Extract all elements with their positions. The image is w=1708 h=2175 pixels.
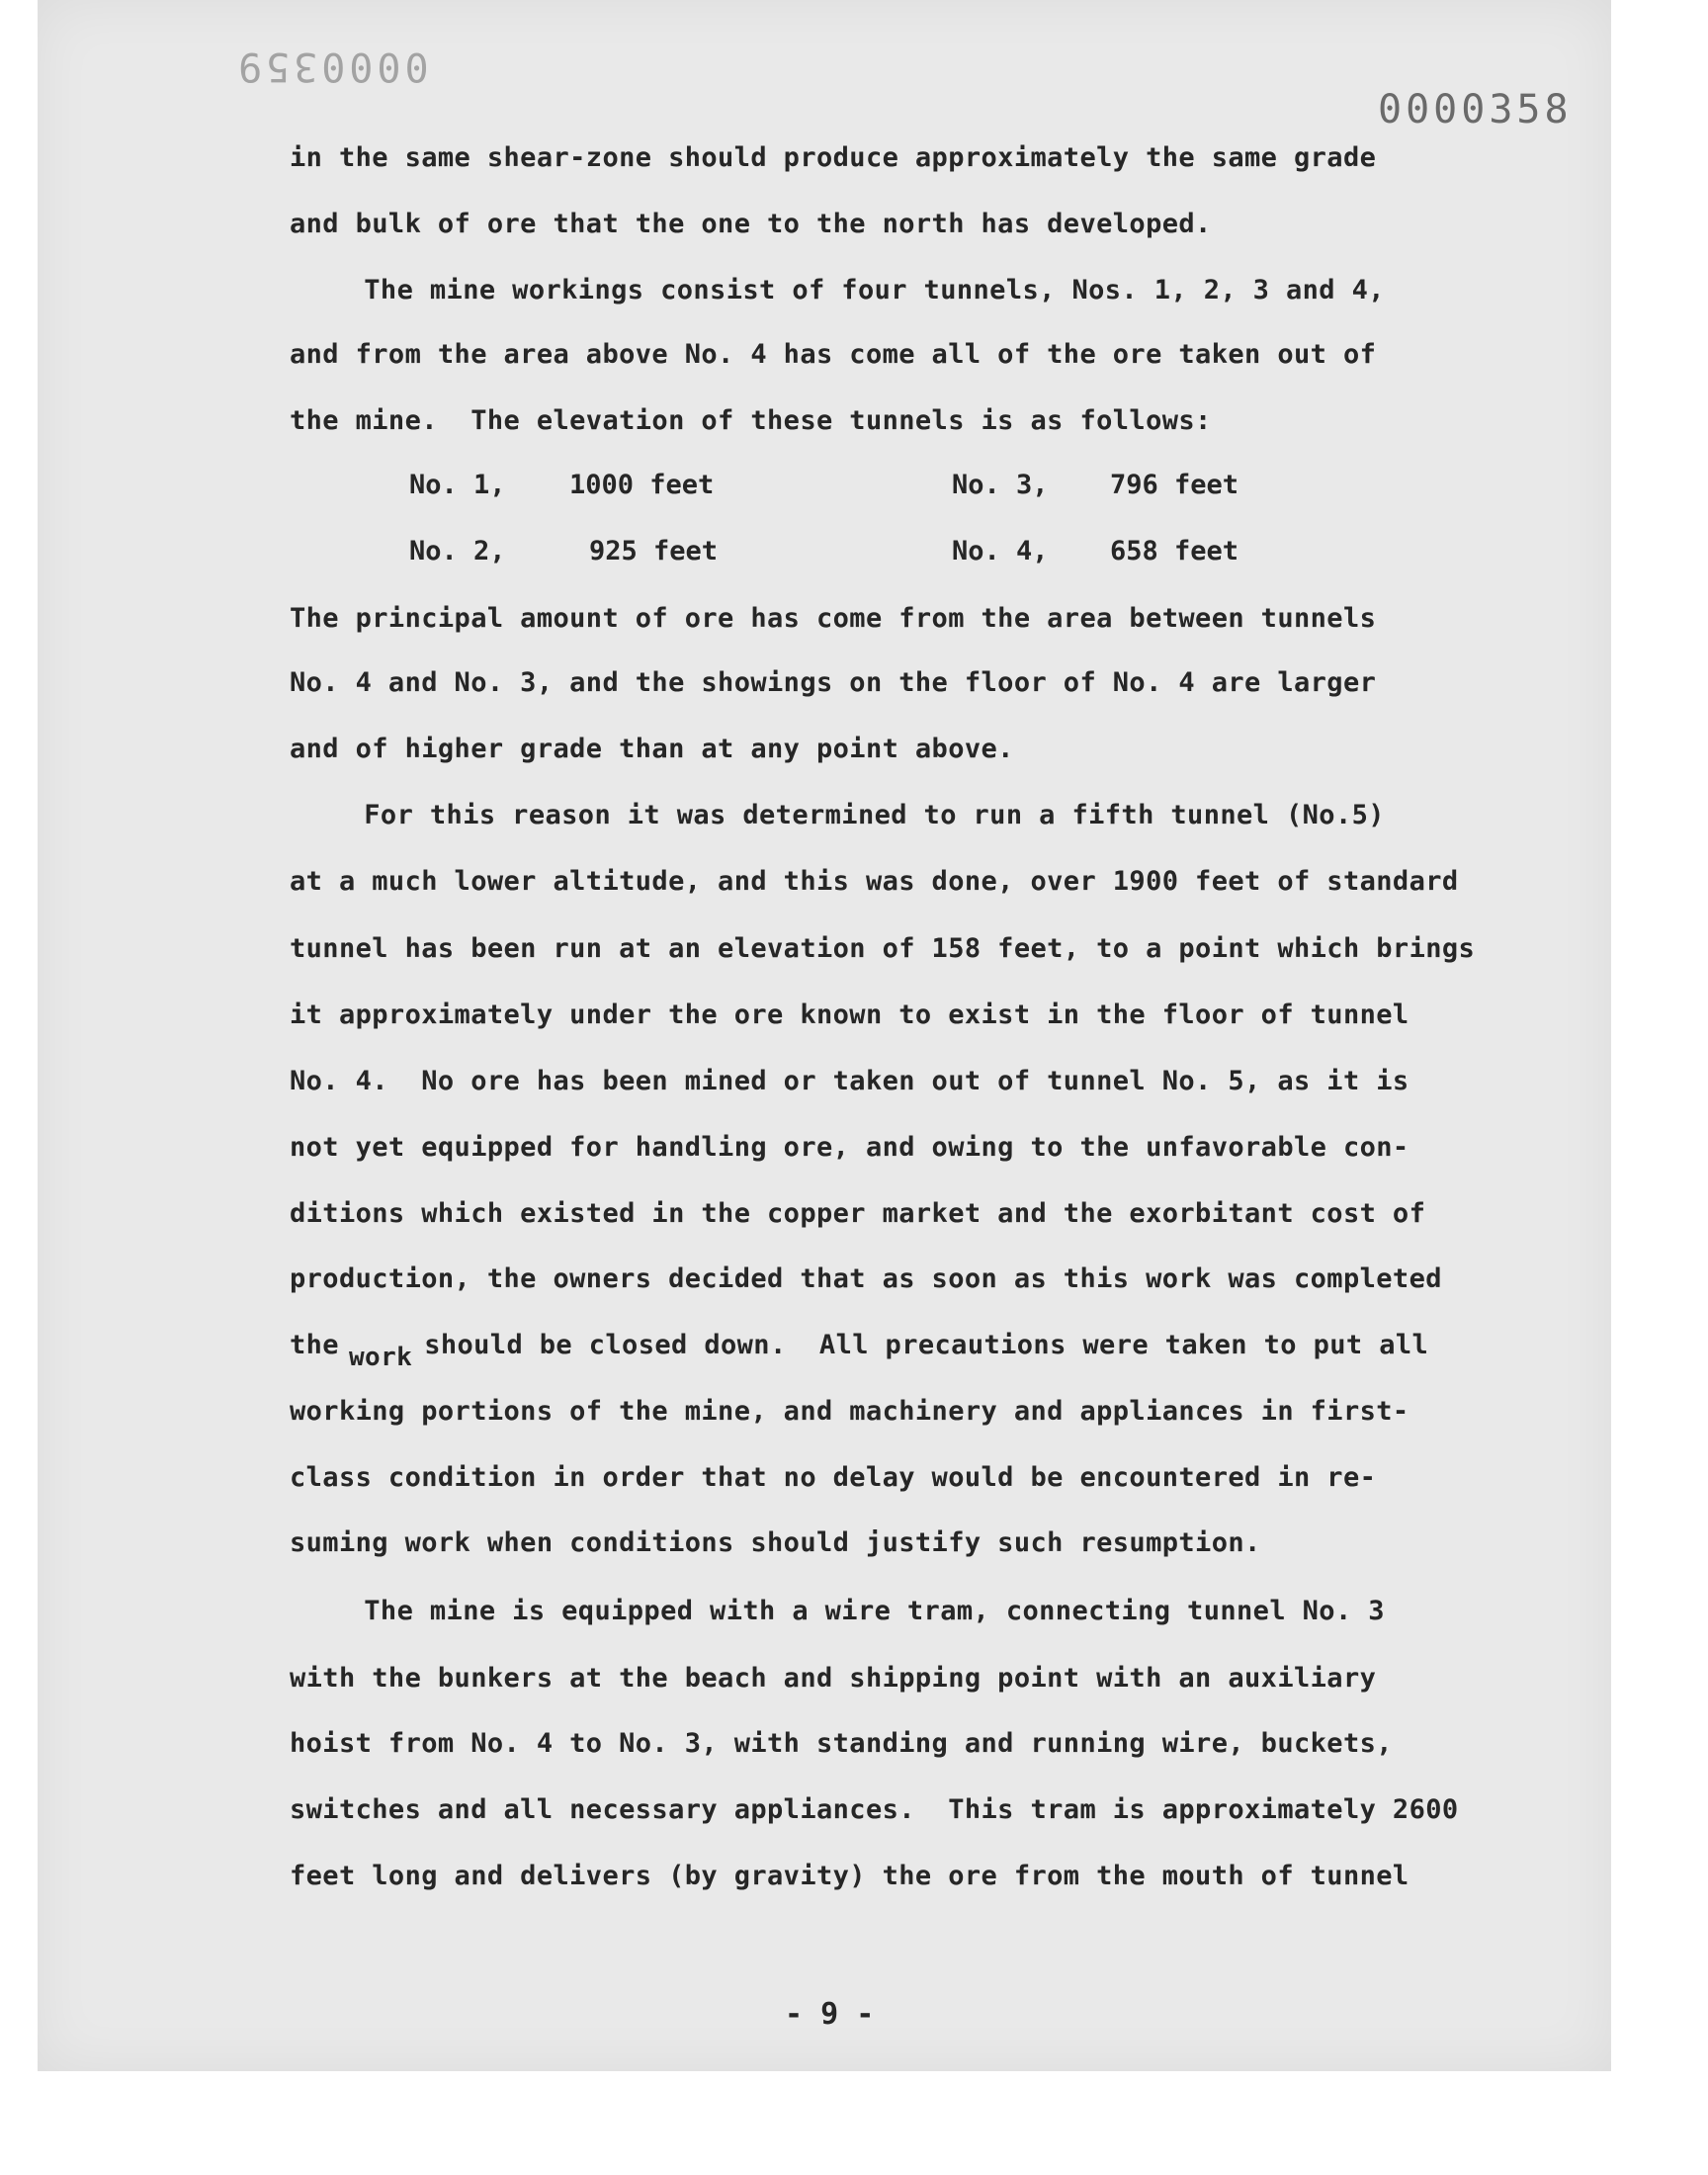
tunnel-label: No. 1,: [409, 470, 506, 500]
bates-stamp-mirrored: 0000359: [234, 44, 429, 89]
text-line: in the same shear-zone should produce approximately the same grade: [290, 142, 1377, 173]
text-line: and bulk of ore that the one to the north has developed.: [290, 209, 1212, 239]
document-page: [38, 0, 1611, 2071]
text-line: not yet equipped for handling ore, and owing to the unfavorable con-: [290, 1132, 1409, 1163]
tunnel-elevation: 1000 feet: [569, 470, 715, 500]
page-number: - 9 -: [785, 1997, 875, 2032]
tunnel-elevation: 796 feet: [1110, 470, 1239, 500]
text-line: class condition in order that no delay would be encountered in re-: [290, 1462, 1377, 1493]
text-line: For this reason it was determined to run a fifth tunnel (No.5): [282, 800, 1385, 830]
text-line: and of higher grade than at any point above.: [290, 734, 1014, 764]
tunnel-elevation: 925 feet: [589, 536, 719, 566]
text-line: feet long and delivers (by gravity) the ore from the mouth of tunnel: [290, 1861, 1409, 1891]
tunnel-elevation: 658 feet: [1110, 536, 1239, 566]
bates-stamp: 0000358: [1378, 87, 1573, 132]
text-line: The mine is equipped with a wire tram, connecting tunnel No. 3: [282, 1596, 1385, 1626]
text-span: should be closed down. All precautions were taken to put all: [424, 1330, 1429, 1360]
text-span: the: [290, 1330, 339, 1360]
text-line: the mine. The elevation of these tunnels is as follows:: [290, 405, 1212, 436]
text-line: switches and all necessary appliances. This tram is approximately 2600: [290, 1794, 1459, 1825]
inserted-word: work: [348, 1343, 413, 1372]
text-line: at a much lower altitude, and this was done, over 1900 feet of standard: [290, 866, 1459, 897]
text-line: working portions of the mine, and machinery and appliances in first-: [290, 1396, 1409, 1427]
text-line: No. 4 and No. 3, and the showings on the floor of No. 4 are larger: [290, 667, 1377, 698]
text-line: No. 4. No ore has been mined or taken out of tunnel No. 5, as it is: [290, 1066, 1409, 1096]
text-line: tunnel has been run at an elevation of 158 feet, to a point which brings: [290, 933, 1476, 964]
text-line: and from the area above No. 4 has come all of the ore taken out of: [290, 339, 1377, 370]
text-line-with-insertion: [290, 1330, 1429, 1372]
tunnel-label: No. 3,: [952, 470, 1049, 500]
text-line: ditions which existed in the copper market and the exorbitant cost of: [290, 1198, 1426, 1229]
text-line: production, the owners decided that as soon as this work was completed: [290, 1263, 1442, 1294]
text-line: The principal amount of ore has come from the area between tunnels: [290, 603, 1377, 634]
text-line: suming work when conditions should justify such resumption.: [290, 1527, 1261, 1558]
text-line: The mine workings consist of four tunnels, Nos. 1, 2, 3 and 4,: [282, 275, 1385, 305]
tunnel-label: No. 4,: [952, 536, 1049, 566]
text-line: it approximately under the ore known to exist in the floor of tunnel: [290, 1000, 1409, 1030]
tunnel-label: No. 2,: [409, 536, 506, 566]
text-line: hoist from No. 4 to No. 3, with standing and running wire, buckets,: [290, 1728, 1393, 1759]
text-line: with the bunkers at the beach and shipping point with an auxiliary: [290, 1663, 1377, 1694]
